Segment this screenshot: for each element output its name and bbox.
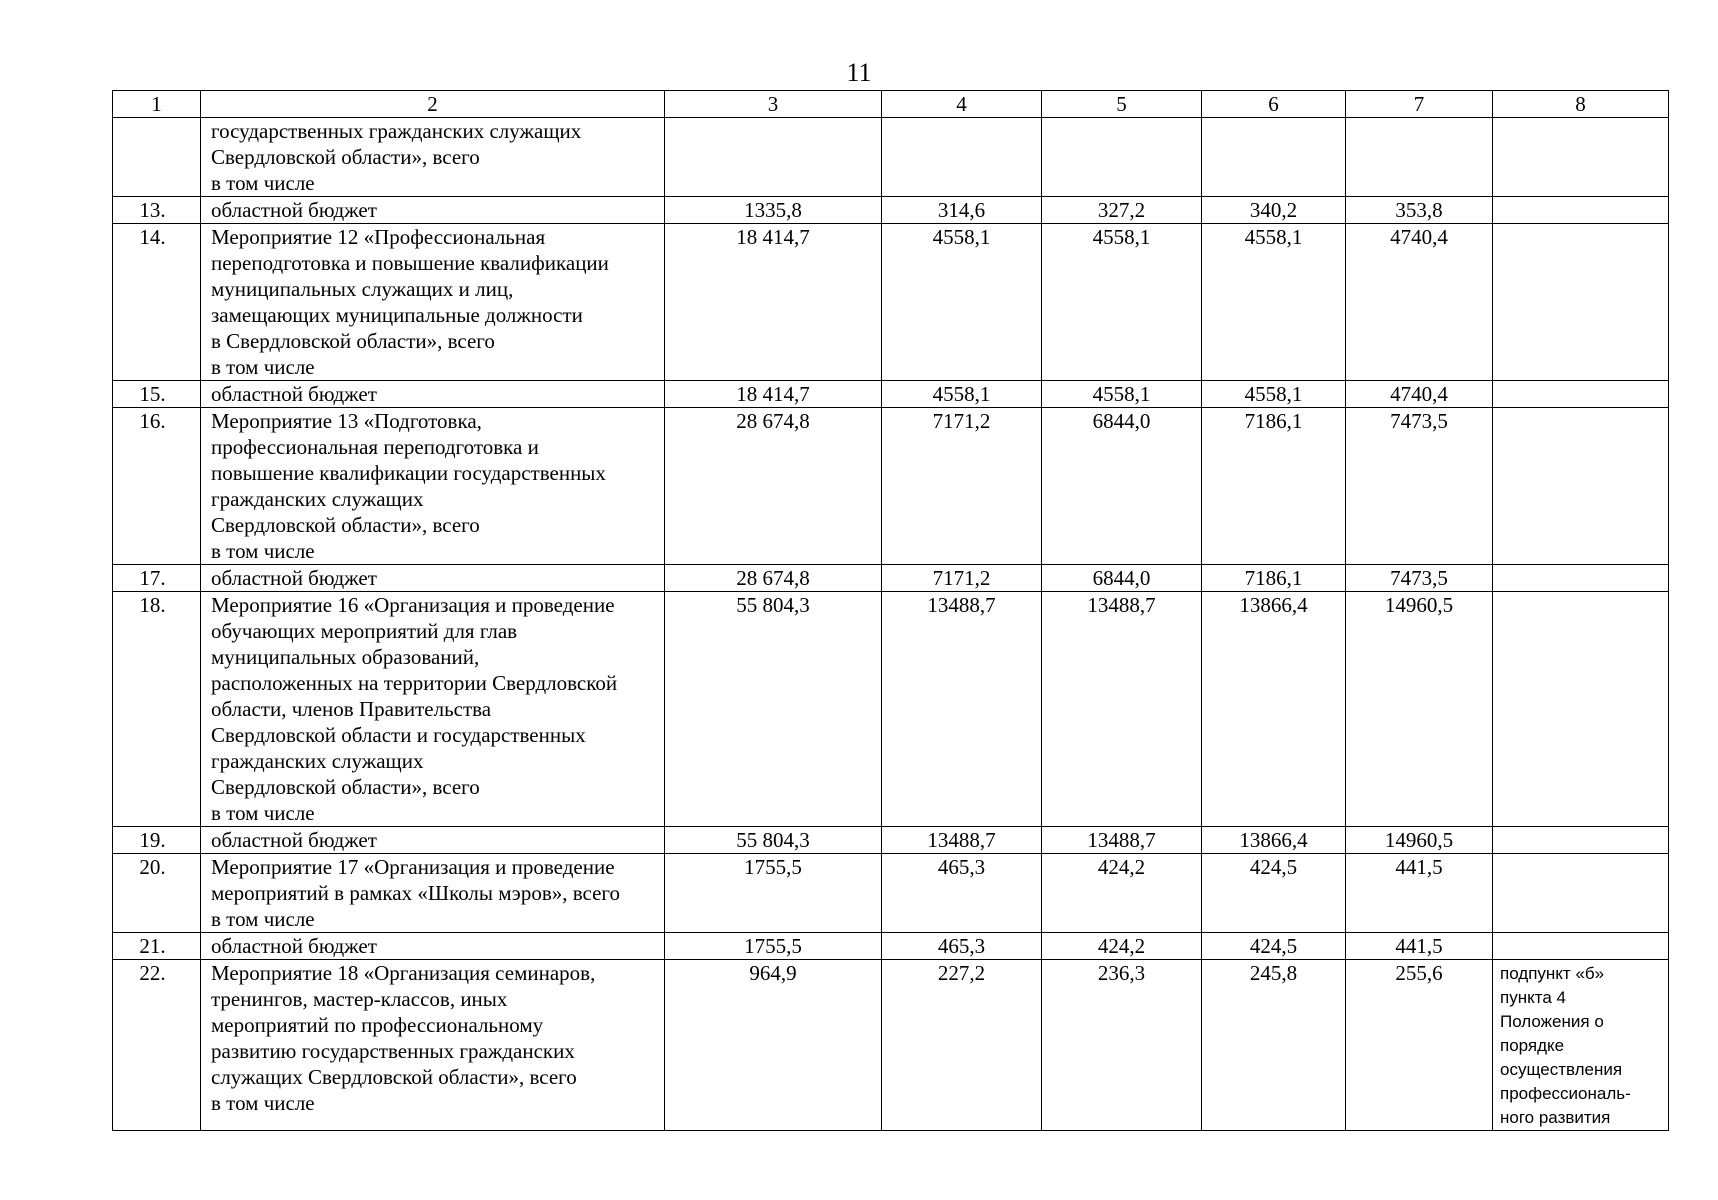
cell-col6: 245,8	[1202, 960, 1346, 1131]
cell-col7: 14960,5	[1346, 592, 1493, 827]
row-number	[113, 118, 201, 197]
cell-col5: 6844,0	[1042, 408, 1202, 565]
cell-col5: 424,2	[1042, 933, 1202, 960]
row-description: государственных гражданских служащих Свердловской области», всего в том числе	[201, 118, 665, 197]
row-description: Мероприятие 18 «Организация семинаров, тренингов, мастер-классов, иных мероприятий по профессиональному развитию государственных гражданских служащих Свердловской области», всего в том числе	[201, 960, 665, 1131]
cell-col7: 441,5	[1346, 854, 1493, 933]
cell-col5: 327,2	[1042, 197, 1202, 224]
row-description: Мероприятие 13 «Подготовка, профессиональная переподготовка и повышение квалификации государственных гражданских служащих Свердловской области», всего в том числе	[201, 408, 665, 565]
cell-col8	[1493, 224, 1669, 381]
cell-col7: 4740,4	[1346, 381, 1493, 408]
cell-col5: 13488,7	[1042, 592, 1202, 827]
cell-col4: 314,6	[882, 197, 1042, 224]
table-row	[113, 933, 1669, 960]
cell-col3: 964,9	[665, 960, 882, 1131]
cell-col8	[1493, 565, 1669, 592]
row-number: 18.	[113, 592, 201, 827]
row-description: Мероприятие 12 «Профессиональная переподготовка и повышение квалификации муниципальных служащих и лиц, замещающих муниципальные должности в Свердловской области», всего в том числе	[201, 224, 665, 381]
cell-col4: 7171,2	[882, 565, 1042, 592]
cell-col4: 4558,1	[882, 224, 1042, 381]
row-description: областной бюджет	[201, 381, 665, 408]
column-header: 3	[665, 91, 882, 118]
cell-col4: 227,2	[882, 960, 1042, 1131]
cell-col3: 28 674,8	[665, 565, 882, 592]
cell-col7: 7473,5	[1346, 408, 1493, 565]
row-description: Мероприятие 16 «Организация и проведение обучающих мероприятий для глав муниципальных образований, расположенных на территории Свердловской области, членов Правительства Свердловской области и государственных гражданских служащих Свердловской области», всего в том числе	[201, 592, 665, 827]
row-description: Мероприятие 17 «Организация и проведение мероприятий в рамках «Школы мэров», всего в том числе	[201, 854, 665, 933]
table-row	[113, 854, 1669, 933]
cell-col7: 353,8	[1346, 197, 1493, 224]
cell-col7: 441,5	[1346, 933, 1493, 960]
cell-col3: 1755,5	[665, 854, 882, 933]
cell-col4: 465,3	[882, 933, 1042, 960]
cell-col5: 236,3	[1042, 960, 1202, 1131]
header-row	[113, 91, 1669, 118]
table-row	[113, 381, 1669, 408]
cell-col8	[1493, 592, 1669, 827]
cell-col7: 7473,5	[1346, 565, 1493, 592]
cell-col6: 4558,1	[1202, 224, 1346, 381]
cell-col5: 13488,7	[1042, 827, 1202, 854]
cell-col5: 4558,1	[1042, 381, 1202, 408]
row-description: областной бюджет	[201, 827, 665, 854]
column-header: 7	[1346, 91, 1493, 118]
cell-col8	[1493, 933, 1669, 960]
row-number: 13.	[113, 197, 201, 224]
row-description: областной бюджет	[201, 933, 665, 960]
cell-col6: 340,2	[1202, 197, 1346, 224]
cell-col3	[665, 118, 882, 197]
cell-col6: 424,5	[1202, 854, 1346, 933]
column-header: 8	[1493, 91, 1669, 118]
row-number: 15.	[113, 381, 201, 408]
cell-col5: 4558,1	[1042, 224, 1202, 381]
cell-col3: 55 804,3	[665, 827, 882, 854]
cell-col4: 4558,1	[882, 381, 1042, 408]
cell-col3: 1335,8	[665, 197, 882, 224]
cell-col5: 424,2	[1042, 854, 1202, 933]
row-number: 19.	[113, 827, 201, 854]
cell-col7: 255,6	[1346, 960, 1493, 1131]
cell-col8	[1493, 827, 1669, 854]
cell-col4: 13488,7	[882, 592, 1042, 827]
cell-col8	[1493, 118, 1669, 197]
row-description: областной бюджет	[201, 565, 665, 592]
cell-col8	[1493, 854, 1669, 933]
cell-col4: 465,3	[882, 854, 1042, 933]
row-number: 20.	[113, 854, 201, 933]
column-header: 2	[201, 91, 665, 118]
page-number: 11	[846, 58, 872, 87]
cell-col8	[1493, 408, 1669, 565]
cell-col6: 7186,1	[1202, 565, 1346, 592]
cell-col5: 6844,0	[1042, 565, 1202, 592]
cell-col4: 7171,2	[882, 408, 1042, 565]
row-number: 21.	[113, 933, 201, 960]
table-row	[113, 565, 1669, 592]
row-number: 14.	[113, 224, 201, 381]
cell-col8: подпункт «б» пункта 4 Положения о порядке осуществления профессиональ- ного развития	[1493, 960, 1669, 1131]
cell-col6: 13866,4	[1202, 827, 1346, 854]
cell-col3: 55 804,3	[665, 592, 882, 827]
column-header: 1	[113, 91, 201, 118]
table-row	[113, 408, 1669, 565]
column-header: 6	[1202, 91, 1346, 118]
table-row	[113, 827, 1669, 854]
table-row	[113, 224, 1669, 381]
row-number: 22.	[113, 960, 201, 1131]
row-description: областной бюджет	[201, 197, 665, 224]
table-row	[113, 592, 1669, 827]
column-header: 4	[882, 91, 1042, 118]
cell-col5	[1042, 118, 1202, 197]
cell-col3: 1755,5	[665, 933, 882, 960]
cell-col7: 14960,5	[1346, 827, 1493, 854]
cell-col3: 28 674,8	[665, 408, 882, 565]
cell-col7: 4740,4	[1346, 224, 1493, 381]
row-number: 17.	[113, 565, 201, 592]
cell-col8	[1493, 197, 1669, 224]
row-number: 16.	[113, 408, 201, 565]
column-header: 5	[1042, 91, 1202, 118]
cell-col3: 18 414,7	[665, 224, 882, 381]
cell-col4: 13488,7	[882, 827, 1042, 854]
cell-col6: 424,5	[1202, 933, 1346, 960]
cell-col6	[1202, 118, 1346, 197]
cell-col8	[1493, 381, 1669, 408]
cell-col6: 13866,4	[1202, 592, 1346, 827]
table-row	[113, 197, 1669, 224]
cell-col3: 18 414,7	[665, 381, 882, 408]
cell-col4	[882, 118, 1042, 197]
table-row	[113, 118, 1669, 197]
cell-col7	[1346, 118, 1493, 197]
cell-col6: 7186,1	[1202, 408, 1346, 565]
table-row	[113, 960, 1669, 1131]
cell-col6: 4558,1	[1202, 381, 1346, 408]
budget-table	[112, 90, 1669, 1131]
